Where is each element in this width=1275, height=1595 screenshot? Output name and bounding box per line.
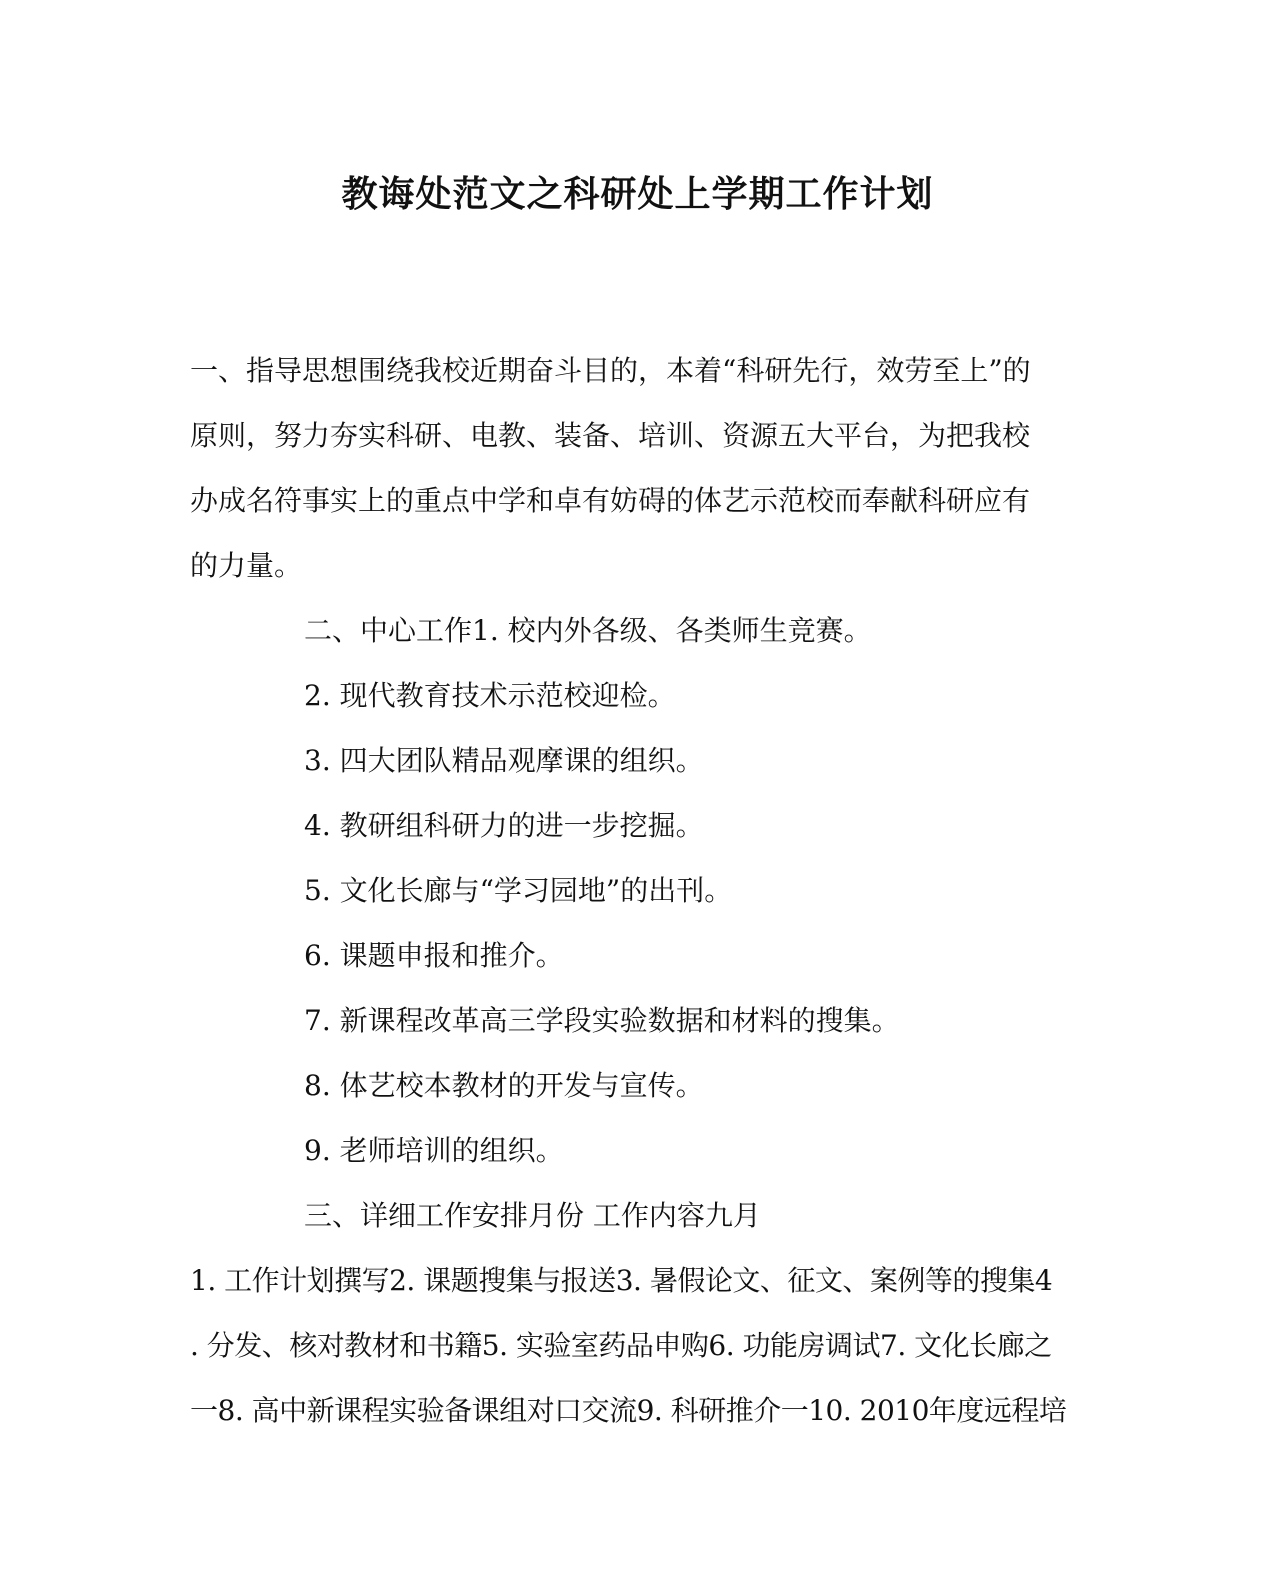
list-item: 4. 教研组科研力的进一步挖掘。 [304, 809, 704, 842]
list-item: 3. 四大团队精品观摩课的组织。 [304, 744, 704, 777]
schedule-line: . 分发、核对教材和书籍5. 实验室药品申购6. 功能房调试7. 文化长廊之 [190, 1329, 1052, 1362]
schedule-line: 一8. 高中新课程实验备课组对口交流9. 科研推介一10. 2010年度远程培 [190, 1394, 1067, 1427]
paragraph-line: 办成名符事实上的重点中学和卓有妨碍的体艺示范校而奉献科研应有 [190, 484, 1031, 517]
paragraph-line: 的力量。 [190, 549, 303, 582]
section-heading-schedule: 三、详细工作安排月份 工作内容九月 [304, 1199, 761, 1232]
document-title: 教诲处范文之科研处上学期工作计划 [341, 174, 934, 215]
list-item: 6. 课题申报和推介。 [304, 939, 564, 972]
section-heading-core-work: 二、中心工作1. 校内外各级、各类师生竞赛。 [304, 614, 872, 647]
list-item: 8. 体艺校本教材的开发与宣传。 [304, 1069, 704, 1102]
schedule-line: 1. 工作计划撰写2. 课题搜集与报送3. 暑假论文、征文、案例等的搜集4 [190, 1264, 1053, 1297]
list-item: 7. 新课程改革高三学段实验数据和材料的搜集。 [304, 1004, 900, 1037]
list-item: 2. 现代教育技术示范校迎检。 [304, 679, 676, 712]
list-item: 5. 文化长廊与“学习园地”的出刊。 [304, 874, 733, 907]
paragraph-line: 一、指导思想围绕我校近期奋斗目的，本着“科研先行，效劳至上”的 [190, 354, 1031, 387]
paragraph-line: 原则，努力夯实科研、电教、装备、培训、资源五大平台，为把我校 [190, 419, 1031, 452]
document-body [190, 338, 1090, 1443]
list-item: 9. 老师培训的组织。 [304, 1134, 564, 1167]
